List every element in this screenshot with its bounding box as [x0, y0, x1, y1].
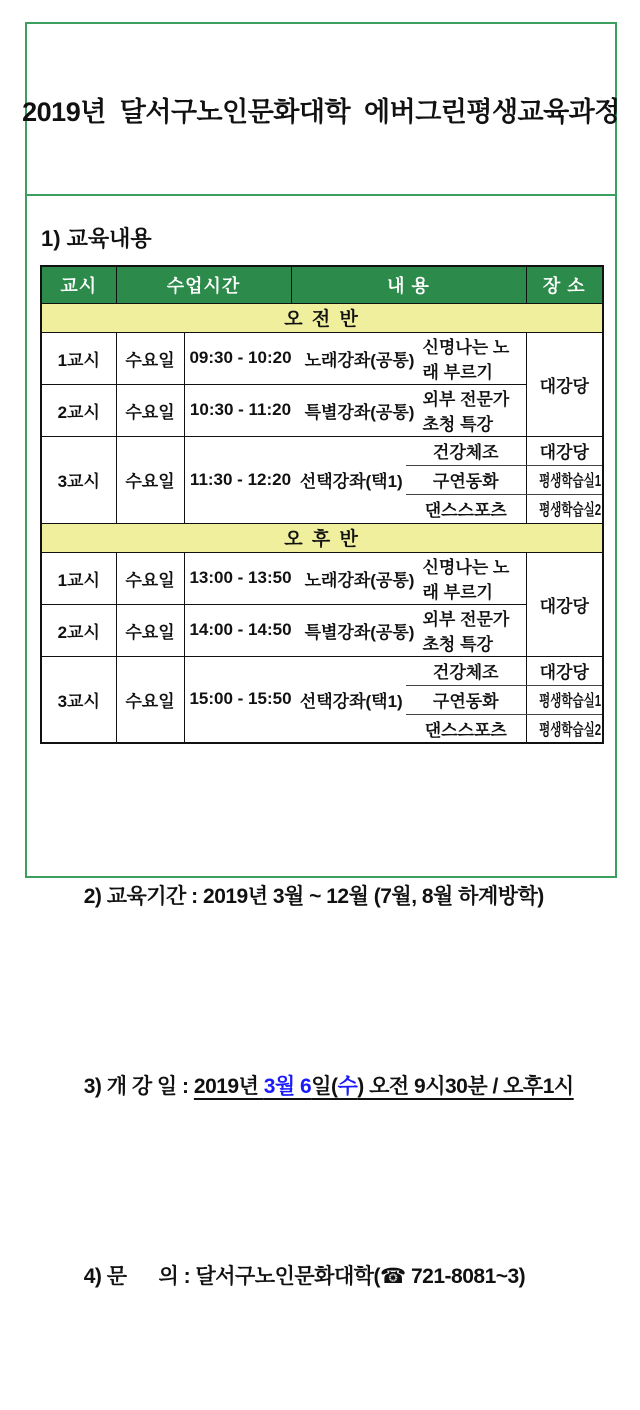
day-cell: 수요일: [116, 552, 184, 604]
place-text: 평생학습실1: [538, 473, 601, 490]
time-text: 09:30 - 10:20: [189, 348, 292, 367]
option-cell: 댄스스포츠: [424, 501, 507, 520]
place-cell: 대강당: [526, 656, 603, 685]
place-cell: [526, 494, 603, 523]
option-cell: 건강체조: [406, 436, 526, 465]
day-cell: 수요일: [116, 604, 184, 656]
content-cell: [184, 656, 406, 743]
period-cell: 3교시: [57, 691, 100, 711]
place-cell: [526, 685, 603, 714]
time-text: 14:00 - 14:50: [189, 620, 292, 639]
footer-label: 2) 교육기간 :: [83, 885, 204, 908]
footer-line-opening-day: [41, 1030, 604, 1144]
table-row: [41, 384, 603, 436]
detail-text: 외부 전문가 초청 특강: [422, 390, 510, 434]
table-header-row: [41, 266, 603, 303]
col-header-period: 교시: [41, 266, 116, 303]
footer-value: 달서구노인문화대학(☎ 721-8081~3): [195, 1265, 526, 1288]
option-cell: 구연동화: [406, 685, 526, 714]
day-cell: 수요일: [116, 384, 184, 436]
col-header-time: 수업시간: [116, 266, 291, 303]
document-title: 2019년 달서구노인문화대학 에버그린평생교육과정: [22, 96, 620, 127]
place-cell: 대강당: [526, 332, 603, 436]
section-1-heading: 1) 교육내용: [41, 226, 152, 251]
detail-text: 신명나는 노래 부르기: [422, 338, 510, 382]
footer: [41, 764, 604, 1410]
course-text: 노래강좌(공통): [304, 570, 415, 590]
page: [22, 22, 620, 1288]
period-cell: 2교시: [41, 604, 116, 656]
period-cell: 3교시: [57, 472, 100, 491]
table-row: [41, 523, 603, 552]
content-cell: [184, 384, 526, 436]
opening-year: 2019년: [193, 1075, 264, 1098]
time-text: 11:30 - 12:20: [189, 469, 292, 489]
place-text: 평생학습실2: [538, 502, 601, 519]
day-cell: 수요일: [116, 332, 184, 384]
table-row: [41, 303, 603, 332]
title-section: [22, 24, 620, 196]
course-text: 선택강좌(택1): [299, 691, 403, 711]
option-cell: 건강체조: [406, 656, 526, 685]
band-morning: 오 전 반: [41, 303, 603, 332]
detail-text: 외부 전문가 초청 특강: [422, 610, 510, 654]
opening-times: ) 오전 9시30분 / 오후1시: [357, 1075, 574, 1098]
option-cell: 구연동화: [406, 465, 526, 494]
place-cell: [526, 714, 603, 743]
content-cell: [184, 436, 406, 523]
course-text: 특별강좌(공통): [304, 622, 415, 642]
footer-line-education-period: [41, 840, 604, 954]
footer-label: 3) 개 강 일 :: [83, 1075, 194, 1098]
time-text: 10:30 - 11:20: [189, 400, 292, 419]
table-row: [41, 656, 603, 685]
period-cell: 1교시: [41, 332, 116, 384]
place-cell: 대강당: [526, 436, 603, 465]
body-area: [27, 222, 615, 1410]
period-cell: 1교시: [41, 552, 116, 604]
table-row: [41, 604, 603, 656]
place-text: 평생학습실2: [538, 721, 601, 739]
day-cell: 수요일: [116, 436, 184, 523]
band-afternoon: 오 후 반: [41, 523, 603, 552]
footer-line-contact: [41, 1220, 604, 1334]
day-cell: 수요일: [116, 656, 184, 743]
opening-day-suffix: 일(: [311, 1075, 338, 1098]
place-cell: [526, 465, 603, 494]
footer-value: 2019년 3월 ~ 12월 (7월, 8월 하계방학): [203, 885, 544, 908]
opening-weekday-highlight: 수: [337, 1075, 358, 1098]
option-cell: 댄스스포츠: [424, 720, 507, 740]
table-row: [41, 332, 603, 384]
table-row: [41, 552, 603, 604]
table-row: [41, 436, 603, 465]
course-text: 선택강좌(택1): [299, 472, 403, 491]
course-text: 특별강좌(공통): [304, 402, 415, 422]
content-cell: [184, 552, 526, 604]
col-header-place: 장 소: [526, 266, 603, 303]
education-schedule-table: [40, 265, 604, 744]
col-header-content: 내 용: [291, 266, 526, 303]
place-text: 평생학습실1: [538, 693, 601, 710]
period-cell: 2교시: [41, 384, 116, 436]
opening-month-day-highlight: 3월 6: [263, 1075, 312, 1098]
detail-text: 신명나는 노래 부르기: [422, 558, 510, 602]
place-cell: 대강당: [526, 552, 603, 656]
course-text: 노래강좌(공통): [304, 350, 415, 370]
footer-value: [194, 1075, 574, 1098]
time-text: 15:00 - 15:50: [189, 689, 292, 709]
content-cell: [184, 604, 526, 656]
footer-label: 4) 문 의 :: [83, 1265, 196, 1288]
content-cell: [184, 332, 526, 384]
time-text: 13:00 - 13:50: [189, 568, 292, 587]
